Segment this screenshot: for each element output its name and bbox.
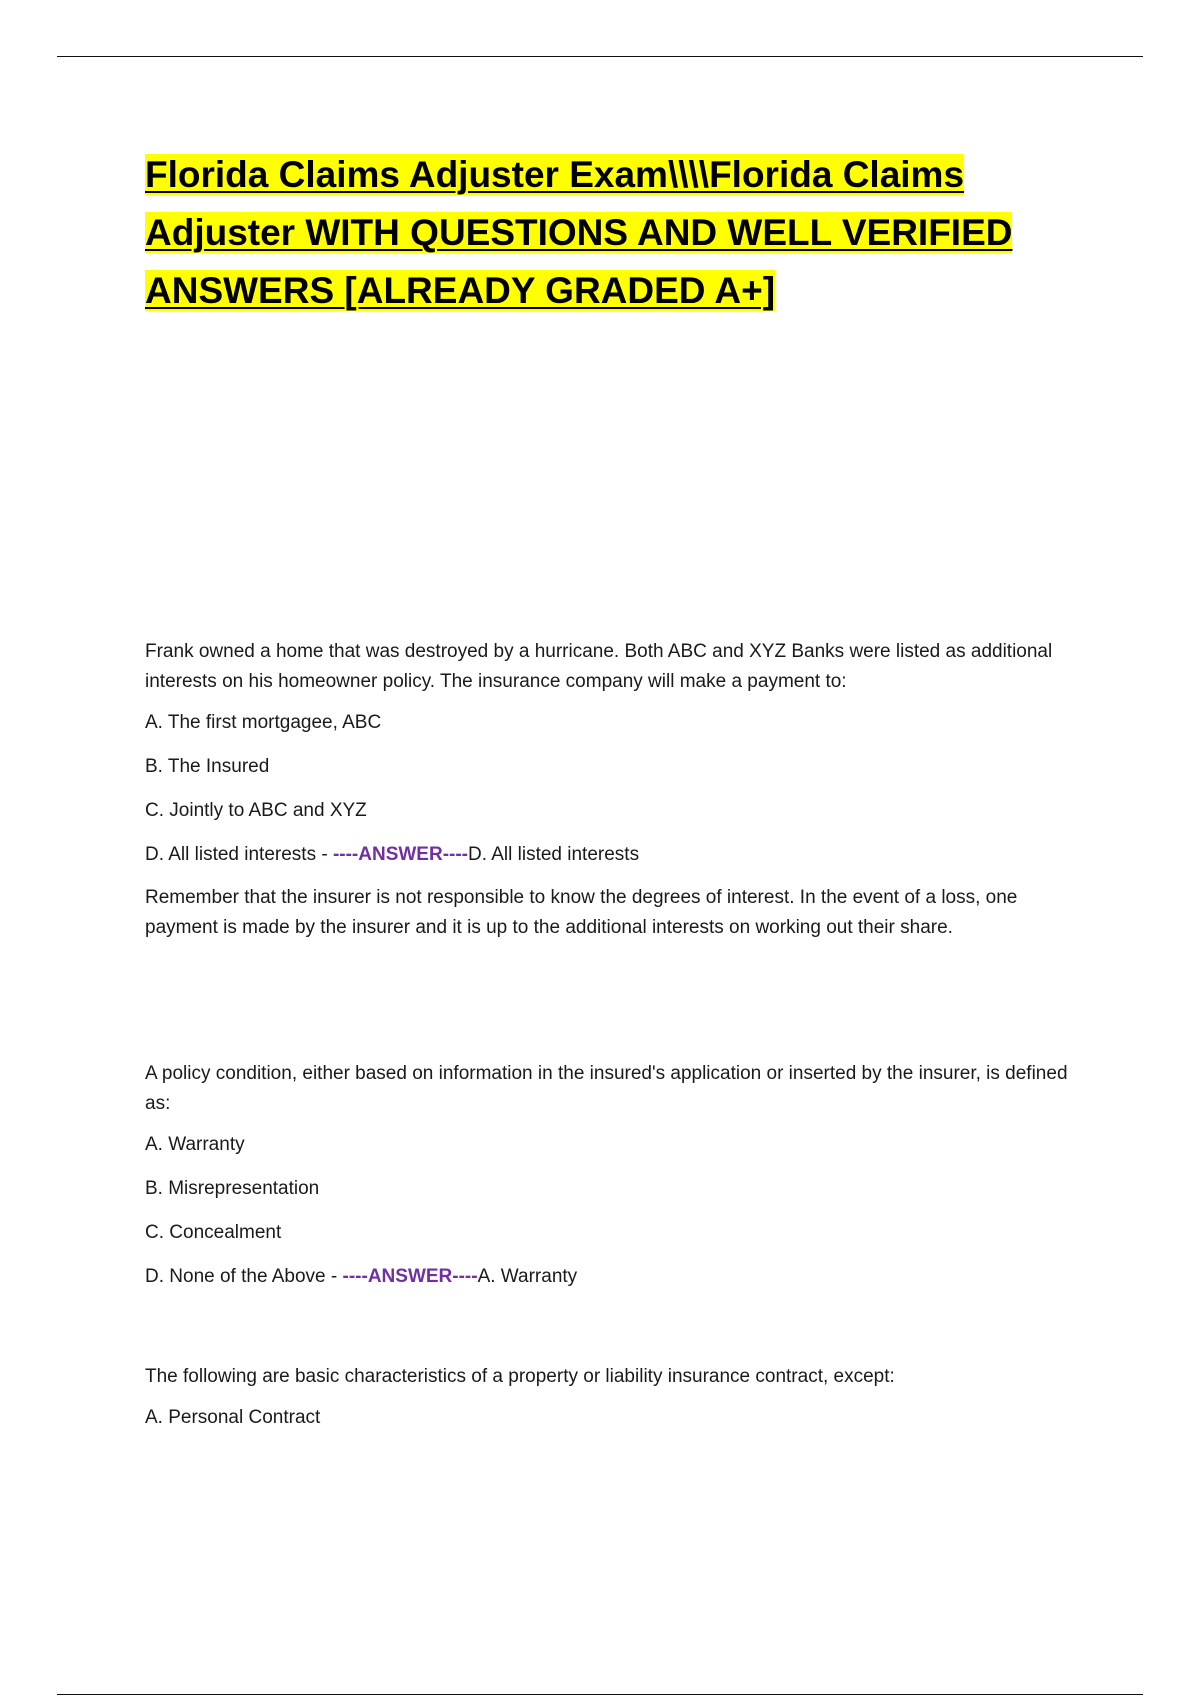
answer-text: A. Warranty bbox=[477, 1266, 578, 1287]
answer-marker: ----ANSWER---- bbox=[332, 844, 469, 865]
option-a: A. Personal Contract bbox=[145, 1407, 321, 1428]
question-text: A policy condition, either based on information in the insured's application or inserted by the insurer, is defined as: bbox=[145, 1063, 1068, 1114]
option-d bbox=[145, 843, 1095, 867]
document-title-text: Florida Claims Adjuster Exam\\\\Florida Claims Adjuster WITH QUESTIONS AND WELL VERIFIED ANSWERS [ALREADY GRADED A+] bbox=[145, 154, 1013, 311]
option-d-label: D. All listed interests - bbox=[145, 844, 333, 865]
bottom-rule bbox=[57, 1694, 1143, 1695]
question-3 bbox=[145, 1362, 1095, 1430]
answer-explanation: Remember that the insurer is not responsible to know the degrees of interest. In the event of a loss, one payment is made by the insurer and it is up to the additional interests on working out their share. bbox=[145, 887, 1018, 938]
option-a: A. Warranty bbox=[145, 1134, 245, 1155]
question-text: Frank owned a home that was destroyed by a hurricane. Both ABC and XYZ Banks were listed as additional interests on his homeowner policy. The insurance company will make a payment to: bbox=[145, 641, 1053, 692]
option-c: C. Jointly to ABC and XYZ bbox=[145, 800, 367, 821]
option-a: A. The first mortgagee, ABC bbox=[145, 712, 382, 733]
answer-marker: ----ANSWER---- bbox=[342, 1266, 478, 1287]
option-d-label: D. None of the Above - bbox=[145, 1266, 343, 1287]
document-title bbox=[145, 146, 1065, 320]
answer-text: D. All listed interests bbox=[468, 844, 640, 865]
option-b: B. The Insured bbox=[145, 756, 270, 777]
option-c: C. Concealment bbox=[145, 1222, 282, 1243]
option-b: B. Misrepresentation bbox=[145, 1178, 320, 1199]
question-text: The following are basic characteristics of a property or liability insurance contract, except: bbox=[145, 1366, 895, 1387]
option-d bbox=[145, 1265, 1095, 1289]
top-rule bbox=[57, 56, 1143, 57]
question-2 bbox=[145, 1059, 1095, 1289]
question-1 bbox=[145, 637, 1095, 943]
